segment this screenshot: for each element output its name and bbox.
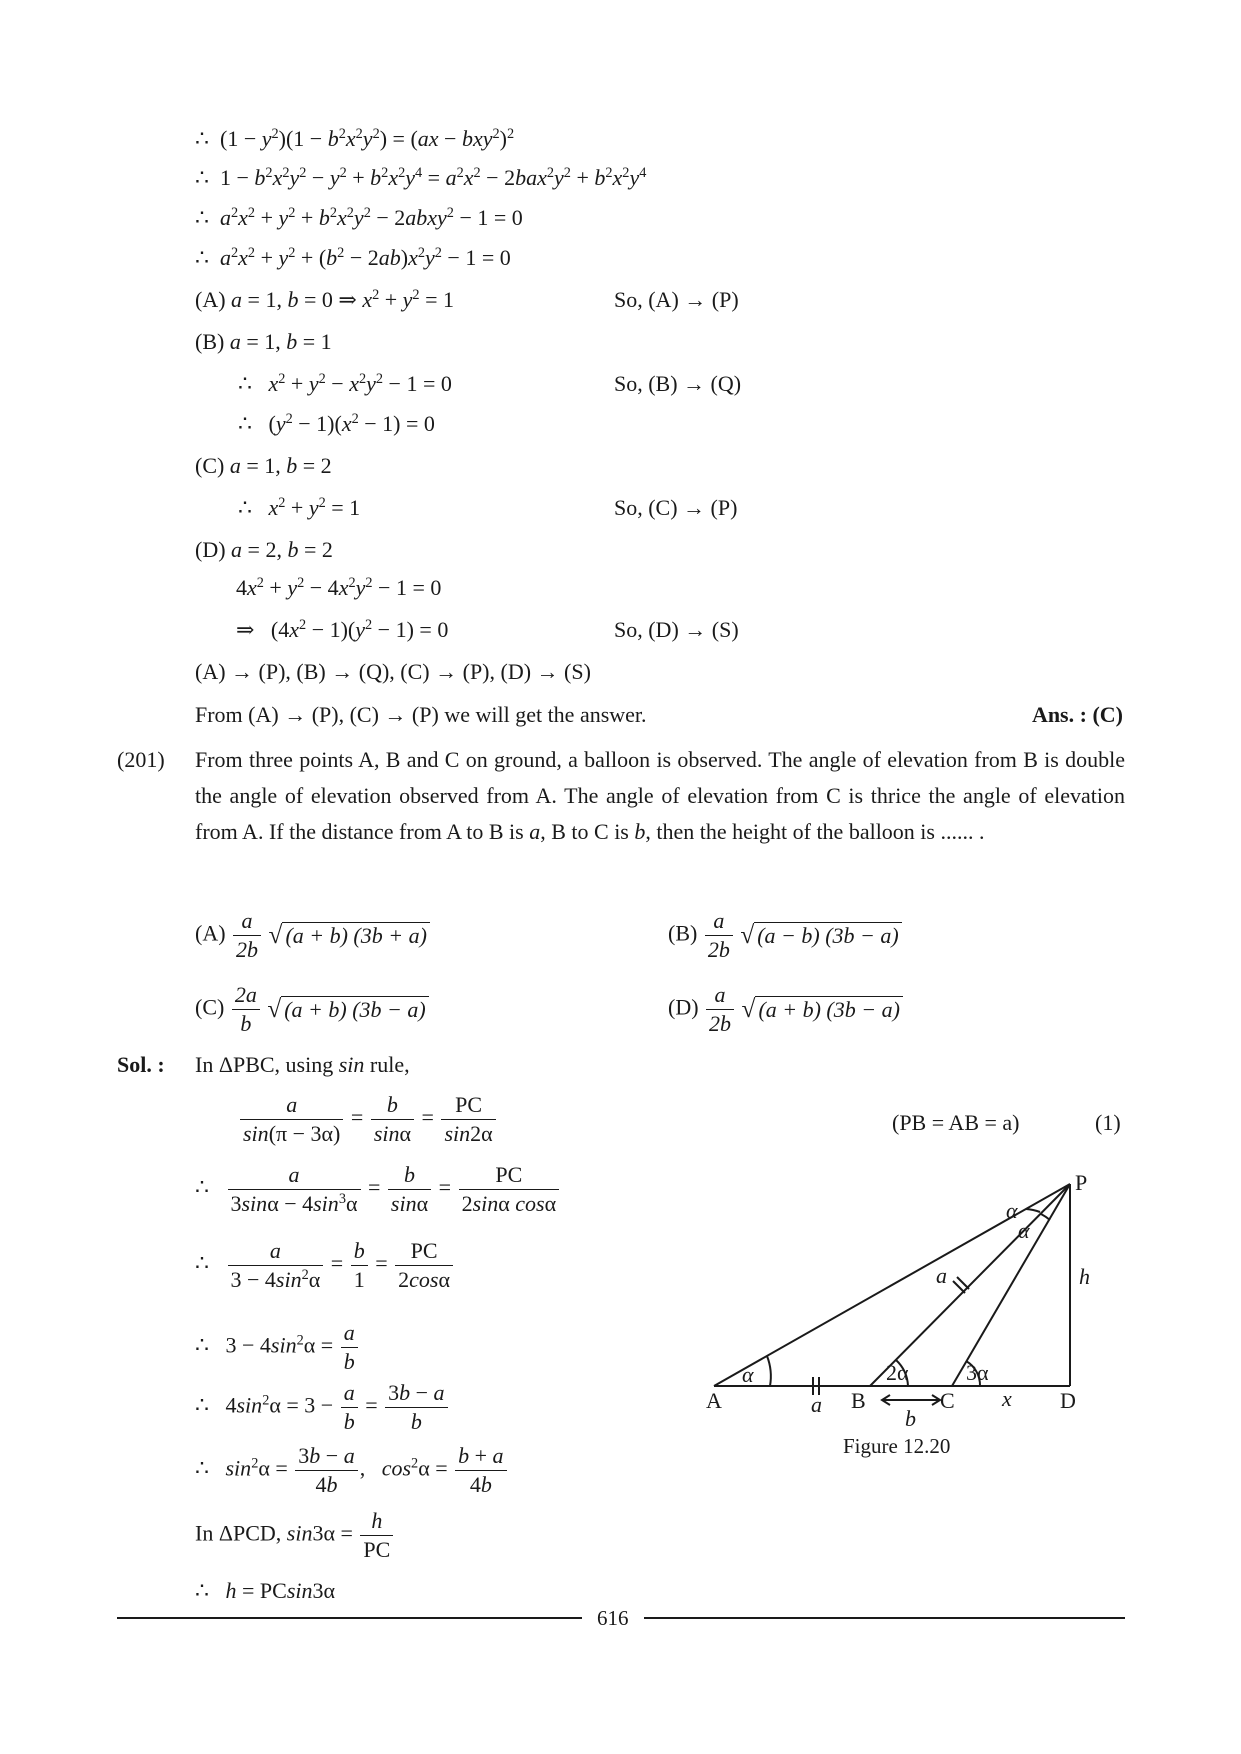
point-a-label: A [706,1388,722,1413]
angle-arc-p-inner [1041,1214,1050,1220]
sin-cos-values: ∴ $\sin^2\alpha$ = $\frac{3b - a}{4b}$ , $\cos^2\alpha$ = $\frac{b + a}{4b}$ [195,1445,509,1496]
point-c-label: C [940,1388,955,1413]
answer: Ans. : (C) [1031,702,1123,727]
option-b-fraction: $\frac{a}{2b}$ [705,910,733,961]
question-text: From three points A, B and C on ground, a balloon is observed. The angle of elevation from B is double the angle of elevation observed from A. The angle of elevation from C is thrice the angle of elevation from A. If the distance from A to B is a, B to C is b, then the height of the balloon is ...... . [195,747,1125,844]
case-d-step1: $4x^2 + y^2 - 4x^2y^2 - 1 = 0$ [236,575,442,600]
final-line: ∴ h = PCsin3α [195,1578,336,1603]
equation-number: (1) [1095,1110,1121,1135]
option-c-fraction: $\frac{2a}{b}$ [232,984,260,1035]
option-a-sqrt: √ (a + b) (3b + a) [269,923,430,948]
case-a-result: So, (A) → (P) [614,287,739,312]
height-h-label: h [1079,1264,1090,1289]
point-b-label: B [851,1388,866,1413]
angle-arc-p-outer [1026,1209,1040,1212]
option-a-fraction: $\frac{a}{2b}$ [233,910,261,961]
point-p-label: P [1075,1170,1088,1195]
angle-arc-a [767,1356,771,1386]
option-a[interactable]: (A) $\frac{a}{2b}$ √ (a + b) (3b + a) [195,910,430,961]
four-sin-square-eq: ∴ $4\sin^2\alpha = 3$ − $\frac{a}{b}$ = $\frac{3b - a}{b}$ [195,1382,450,1433]
side-a-label-bp: a [936,1263,947,1288]
case-d-step2: ⇒ $(4x^2 - 1)(y^2 - 1) = 0$ [236,617,449,642]
case-b-step2: ∴ $(y^2 - 1)(x^2 - 1) = 0$ [238,411,435,436]
two-alpha-label: 2α [886,1360,909,1385]
point-d-label: D [1060,1388,1076,1413]
side-x-label: x [1002,1386,1012,1411]
solution-heading: Sol. : [117,1052,165,1077]
solution-intro: In ΔPBC, using sin rule, [195,1052,410,1077]
option-c-sqrt: √ (a + b) (3b − a) [267,997,428,1022]
footer-rule-left [117,1617,582,1619]
case-c-result: So, (C) → (P) [614,495,738,520]
derivation-line-3: ∴ $a^2x^2 + y^2 + b^2x^2y^2$ − 2abxy$^2$ − 1 = 0 [195,205,523,230]
page-number: 616 [597,1606,629,1630]
figure-12-20 [700,1170,1120,1450]
side-a-label-ab: a [811,1392,822,1417]
side-note: (PB = AB = a) [892,1110,1020,1135]
three-alpha-label: 3α [966,1360,989,1385]
summary-line: (A) → (P), (B) → (Q), (C) → (P), (D) → (S) [195,659,591,684]
option-b[interactable]: (B) $\frac{a}{2b}$ √ (a − b) (3b − a) [668,910,902,961]
alpha-label-a: α [742,1362,754,1387]
pcd-eq: In ΔPCD, sin3α = $\frac{h}{PC}$ [195,1510,395,1561]
derivation-line-4: ∴ $a^2x^2 + y^2 + (b^2 - 2ab)x^2y^2 - 1 = 0$ [195,245,511,270]
case-a-label: (A) a = 1, b = 0 ⇒ $x^2 + y^2 = 1$ [195,287,454,312]
case-b-result: So, (B) → (Q) [614,371,742,396]
expanded-eq: ∴ $\frac{a}{3\sin\alpha - 4\sin^3\alpha}$ = $\frac{b}{\sin\alpha}$ = $\frac{PC}{\text{2sinα cosα}}$ [195,1164,561,1215]
option-d[interactable]: (D) $\frac{a}{2b}$ √ (a + b) (3b − a) [668,984,903,1035]
option-d-sqrt: √ (a + b) (3b − a) [742,997,903,1022]
case-c-step1: ∴ $x^2 + y^2 = 1$ [238,495,361,520]
derivation-line-1: ∴ $(1 - y^2)(1 - b^2x^2y^2) = (ax - bxy^2)^2$ [195,126,515,151]
side-b-label: b [905,1406,916,1431]
case-c-label: (C) a = 1, b = 2 [195,453,332,478]
case-b-step1: ∴ $x^2 + y^2 - x^2y^2 - 1 = 0$ [238,371,452,396]
footer-rule-right [644,1617,1125,1619]
simplified-eq: ∴ $\frac{a}{3 - 4\sin^2\alpha}$ = $\frac{b}{1}$ = $\frac{PC}{2\cos\alpha}$ [195,1240,455,1291]
alpha-label-p2: α [1018,1218,1030,1243]
case-d-result: So, (D) → (S) [614,617,739,642]
case-d-label: (D) a = 2, b = 2 [195,537,333,562]
figure-caption: Figure 12.20 [843,1434,951,1458]
sin-square-eq: ∴ $3 - 4\sin^2\alpha$ = $\frac{a}{b}$ [195,1322,360,1373]
option-c[interactable]: (C) $\frac{2a}{b}$ √ (a + b) (3b − a) [195,984,429,1035]
option-d-fraction: $\frac{a}{2b}$ [706,984,734,1035]
sine-rule-eq: $\frac{a}{\sin(\pi - 3\alpha)}$ = $\frac{b}{\sin\alpha}$ = $\frac{PC}{\sin 2\alpha}$ [238,1094,498,1145]
derivation-line-2: ∴ $1 - b^2x^2y^2 - y^2 + b^2x^2y^4 = a^2x^2 - 2bax^2y^2 + b^2x^2y^4$ [195,165,647,190]
case-b-label: (B) a = 1, b = 1 [195,329,332,354]
option-b-sqrt: √ (a − b) (3b − a) [740,923,901,948]
alpha-label-p1: α [1006,1198,1018,1223]
conclusion-line: From (A) → (P), (C) → (P) we will get the answer. [195,702,647,727]
question-number: (201) [117,747,165,772]
